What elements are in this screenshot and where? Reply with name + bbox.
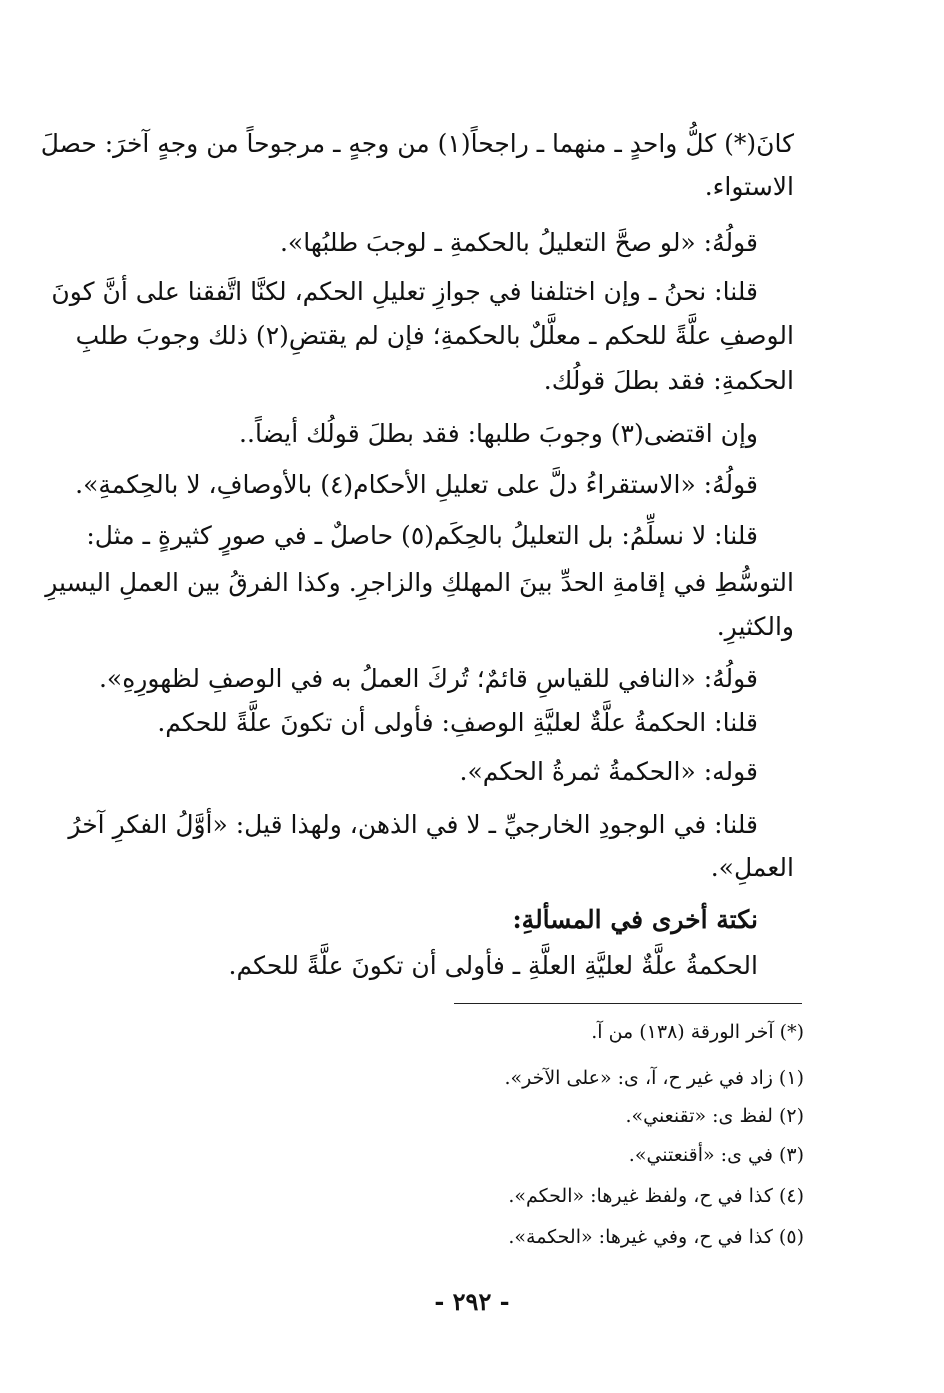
footnote-divider: [454, 1003, 802, 1004]
body-line: الاستواء.: [704, 172, 794, 201]
body-line: قوله: «الحكمةُ ثمرةُ الحكم».: [459, 757, 758, 786]
body-line: والكثيرِ.: [716, 612, 794, 641]
body-line: قولُهُ: «لو صحَّ التعليلُ بالحكمةِ ـ لوجبَ طلبُها».: [279, 228, 758, 257]
page-number: - ٢٩٢ -: [434, 1287, 510, 1316]
body-line: قولُهُ: «الاستقراءُ دلَّ على تعليلِ الأحكام(٤) بالأوصافِ، لا بالحِكمةِ».: [75, 470, 758, 499]
body-line: الوصفِ علَّةً للحكم ـ معلَّلٌ بالحكمةِ؛ فإن لم يقتضِ(٢) ذلك وجوبَ طلبِ: [75, 321, 794, 350]
section-heading: نكتة أخرى في المسألةِ:: [512, 905, 758, 934]
footnote: (٤) كذا في ح، ولفظ غيرها: «الحكم».: [508, 1185, 804, 1207]
body-line: كانَ(*) كلُّ واحدٍ ـ منهما ـ راجحاً(١) من وجهٍ ـ مرجوحاً من وجهٍ آخرَ: حصلَ: [40, 129, 794, 158]
body-line: وإن اقتضى(٣) وجوبَ طلبها: فقد بطلَ قولُك أيضاً..: [239, 419, 758, 448]
footnote: (٥) كذا في ح، وفي غيرها: «الحكمة».: [508, 1226, 804, 1248]
footnote: (٣) في ى: «أقنعتني».: [628, 1144, 804, 1166]
body-line: الحكمةِ: فقد بطلَ قولُك.: [543, 366, 794, 395]
footnote: (٢) لفظ ى: «تقنعني».: [625, 1105, 804, 1127]
body-line: قولُهُ: «النافي للقياسِ قائمٌ؛ تُركَ العملُ به في الوصفِ لظهورِهِ».: [98, 664, 758, 693]
body-line: قلنا: الحكمةُ علَّةٌ لعليَّةِ الوصفِ: فأولى أن تكونَ علَّةً للحكم.: [157, 708, 758, 737]
body-line: العملِ».: [710, 853, 794, 882]
body-line: قلنا: نحنُ ـ وإن اختلفنا في جوازِ تعليلِ الحكم، لكنَّا اتَّفقنا على أنَّ كونَ: [51, 277, 758, 306]
body-line: الحكمةُ علَّةٌ لعليَّةِ العلَّةِ ـ فأولى أن تكونَ علَّةً للحكم.: [228, 951, 758, 980]
body-line: قلنا: لا نسلِّمُ: بل التعليلُ بالحِكَم(٥) حاصلٌ ـ في صورٍ كثيرةٍ ـ مثل:: [86, 521, 758, 550]
footnote: (١) زاد في غير ح، آ، ى: «على الآخر».: [504, 1067, 804, 1089]
footnote: (*) آخر الورقة (١٣٨) من آ.: [591, 1021, 804, 1043]
body-line: التوسُّطِ في إقامةِ الحدِّ بينَ المهلكِ والزاجرِ. وكذا الفرقُ بين العملِ اليسيرِ: [45, 568, 794, 597]
body-line: قلنا: في الوجودِ الخارجيِّ ـ لا في الذهن، ولهذا قيل: «أوَّلُ الفكرِ آخرُ: [68, 810, 758, 839]
